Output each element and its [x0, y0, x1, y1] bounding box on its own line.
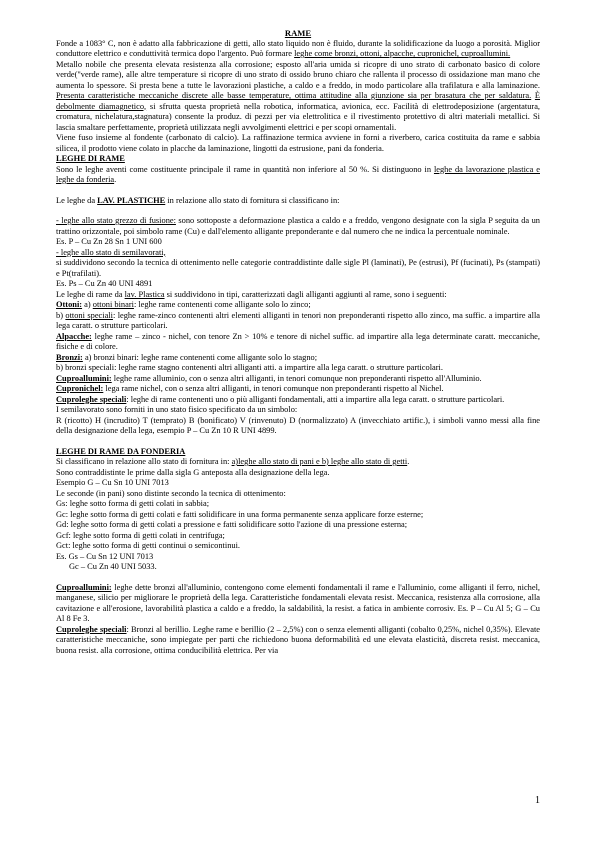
fonderia-gs-line: Gs: leghe sotto forma di getti colati in sabbia;	[56, 499, 210, 508]
cuproallumini-paragraph: Cuproallumini: leghe dette bronzi all'alluminio, contengono come elementi fondamentali il rame e l'alluminio, come alliganti il ferro, nichel, manganese, silicio per migliorare le proprietà della lega. Caratteristiche fondamentali elevata resist. Meccanica, resistenza alla corrosione, alla cavitazione e all'erosione, lavorabilità plastica a caldo e a freddo, la saldabilità, la resist. a fatica in ambiente corrosiv. Es. P – Cu Al 5; G – Cu Al 8 Fe 3.	[56, 582, 540, 623]
intro-paragraph-3: Viene fuso insieme al fondente (carbonato di calcio). La raffinazione termica avviene in forni a riverbero, carica costituita da rame e sabbia silicea, il prodotto viene colato in placche da laminazione, lingotti da estrusione, pani da fonderia.	[56, 133, 540, 153]
fonderia-example-2: Gc – Cu Zn 40 UNI 5033.	[69, 562, 157, 571]
cuproleghe-speciali-line: Cuproleghe speciali: leghe di rame contenenti uno o più alliganti fondamentali, atti a impartire alla lega caratt. o strutture particolari.	[56, 394, 505, 404]
intro-paragraph-1: Fonde a 1083° C, non è adatto alla fabbricazione di getti, allo stato liquido non è fluido, durante la solidificazione da luogo a porosità. Miglior conduttore elettrico e conduttività termica dopo l'argento. Può formare leghe come bronzi, ottoni, alpacche, cupronichel, cuproallumini.	[56, 38, 540, 58]
fonderia-paragraph-1: Si classificano in relazione allo stato di fornitura in: a)leghe allo stato di pani e b) leghe allo stato di getti.	[56, 457, 410, 466]
fonderia-paragraph-3: Le seconde (in pani) sono distinte secondo la tecnica di ottenimento:	[56, 488, 286, 498]
example-line: Es. P – Cu Zn 28 Sn 1 UNI 600	[56, 237, 162, 246]
example-line: Es. Ps – Cu Zn 40 UNI 4891	[56, 279, 153, 288]
bronzi-line: Bronzi: a) bronzi binari: leghe rame contenenti come alligante solo lo stagno;	[56, 352, 318, 362]
fonderia-gc-line: Gc: leghe sotto forma di getti colati e fatti solidificare in una forma permanente senza applicare forze esterne;	[56, 509, 424, 519]
fonderia-gcf-line: Gcf: leghe sotto forma di getti colati in centrifuga;	[56, 530, 225, 540]
lav-plastiche-paragraph: Le leghe da LAV. PLASTICHE in relazione allo stato di fornitura si classificano in:	[56, 195, 340, 205]
fonderia-gd-line: Gd: leghe sotto forma di getti colati a pressione e fatti solidificare sotto l'azione di una pressione esterna;	[56, 520, 408, 529]
semilavorati-heading: - leghe allo stato di semilavorati,	[56, 247, 166, 257]
fonderia-example-1: Es. Gs – Cu Sn 12 UNI 7013	[56, 551, 154, 561]
ottoni-line: Ottoni: a) ottoni binari: leghe rame contenenti come alligante solo lo zinco;	[56, 300, 311, 309]
document-page	[56, 28, 540, 656]
semilavorati-stato-line: I semilavorato sono forniti in uno stato fisico specificato da un simbolo:	[56, 405, 298, 414]
cupronichel-line: Cupronichel: lega rame nichel, con o senza altri alliganti, in tenori comunque non preponderanti rispetto al Nichel.	[56, 384, 444, 393]
page-title: RAME	[284, 28, 312, 38]
tipi-paragraph: Le leghe di rame da lav. Plastica si suddividono in tipi, caratterizzati dagli alliganti aggiunti al rame, sono i seguenti:	[56, 289, 447, 299]
cuproleghe-paragraph: Cuproleghe speciali: Bronzi al berillio. Leghe rame e berillio (2 – 2,5%) con o senza elementi alliganti (cobalto 0,25%, nichel 0,35%). Elevate caratteristiche meccaniche, sono impiegate per parti che richiedono buona deformabilità ed une elevata elasticità, discreta resist. meccanica, buona resist. alla corrosione, ottima conducibilità elettrica. Per via	[56, 624, 540, 655]
grezzo-paragraph: - leghe allo stato grezzo di fusione: sono sottoposte a deformazione plastica a caldo e a freddo, vengono designate con la sigla P seguita da un trattino orizzontale, poi simbolo rame (Cu) e dall'elemento alligante preponderante e dal numero che ne indica la percentuale nominale.	[56, 216, 540, 236]
bronzi-speciali-line: b) bronzi speciali: leghe rame stagno contenenti altri alliganti atti. a impartire alla lega caratt. o strutture particolari.	[56, 363, 443, 372]
ottoni-speciali-line: b) ottoni speciali: leghe rame-zinco contenenti altri elementi alliganti in tenori non preponderanti rispetto allo zinco, ma suffic. a impartire alla lega caratt. o strutture particolari.	[56, 310, 541, 330]
fonderia-gct-line: Gct: leghe sotto forma di getti continui o semicontinui.	[56, 541, 240, 550]
section-heading-fonderia: LEGHE DI RAME DA FONDERIA	[56, 446, 186, 456]
fonderia-example: Esempio G – Cu Sn 10 UNI 7013	[56, 478, 169, 487]
section-heading-leghe: LEGHE DI RAME	[56, 154, 125, 163]
page-number: 1	[535, 795, 540, 806]
simboli-paragraph: R (ricotto) H (incrudito) T (temprato) B (bonificato) V (rinvenuto) D (normalizzato) A (invecchiato artific.), i simboli vanno messi alla fine della designazione della lega, esempio P – Cu Zn 10 R UNI 4899.	[56, 415, 540, 435]
intro-paragraph-2: Metallo nobile che presenta elevata resistenza alla corrosione; esposto all'aria umida si ricopre di uno strato di carbonato basico di colore verde("verde rame), alle altre temperature si ricopre di uno strato di ossido bruno chiaro che rallenta il processo di ossidazione man mano che aumenta lo spessore. Si presta bene a tutte le lavorazioni plastiche, a caldo e a freddo, in modo particolare alla trafilatura e alla laminazione. Presenta caratteristiche meccaniche discrete alle basse temperature, ottima attitudine alla giunzione sia per brasatura che per saldatura. È debolmente diamagnetico, si sfrutta questa proprietà nella robotica, informatica, avionica, ecc. Facilità di elettrodeposizione (argentatura, cromatura, nichelatura,stagnatura) consente la produz. di pezzi per via elettrolitica e il rivestimento protettivo di altri materiali metallici. Si lascia smaltare perfettamente, proprietà utilizzata negli avvolgimenti elettrici e per scopi ornamentali.	[56, 59, 541, 132]
leghe-paragraph-1: Sono le leghe aventi come costituente principale il rame in quantità non inferiore al 50 %. Si distinguono in leghe da lavorazione plastica e leghe da fonderia.	[56, 164, 540, 184]
cuproallumini-line: Cuproallumini: leghe rame alluminio, con o senza altri alliganti, in tenori comunque non preponderanti rispetto all'Alluminio.	[56, 373, 482, 383]
alpacche-paragraph: Alpacche: leghe rame – zinco - nichel, con tenore Zn > 10% e tenore di nichel suffic. ad impartire alla lega determinate caratt. meccaniche, fisiche e di colore.	[56, 331, 540, 351]
fonderia-paragraph-2: Sono contraddistinte le prime dalla sigla G anteposta alla designazione della lega.	[56, 467, 330, 477]
semilavorati-paragraph: si suddividono secondo la tecnica di ottenimento nelle categorie contraddistinte dalle sigle Pl (laminati), Pe (estrusi), Pf (fucinati), Ps (stampati) e Pt(trafilati).	[56, 258, 540, 278]
